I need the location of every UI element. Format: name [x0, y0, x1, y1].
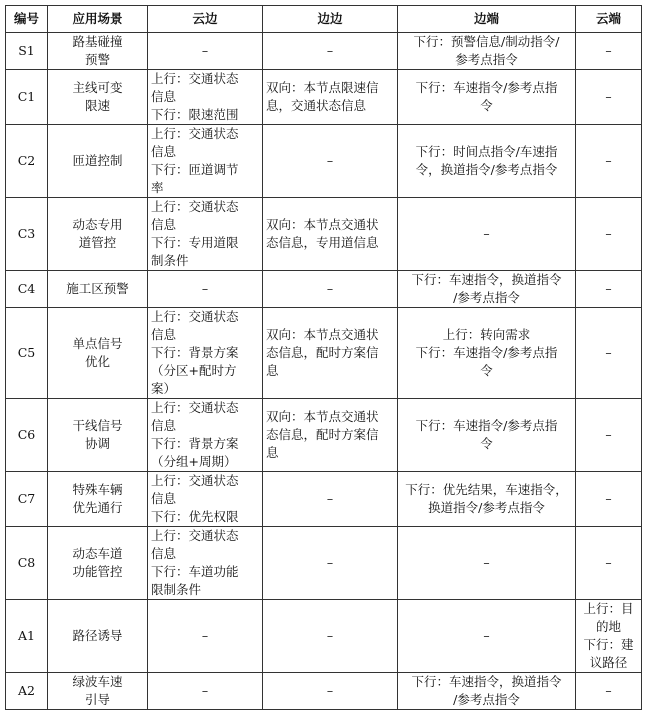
- cell-line: 信息: [151, 418, 177, 433]
- cell-line: 信息: [151, 491, 177, 506]
- cell-edge-edge: [263, 125, 398, 198]
- cell-edge-edge: [263, 198, 398, 271]
- cell-line: –: [605, 226, 612, 241]
- cell-line: 率: [151, 180, 164, 195]
- cell-line: 令: [480, 98, 493, 113]
- header-edge-edge: 边边: [263, 6, 398, 33]
- cell-line: 态信息，专用道信息: [266, 235, 379, 250]
- cell-id: C2: [6, 125, 48, 198]
- cell-scene: [48, 673, 148, 710]
- cell-line: 协调: [84, 436, 110, 451]
- cell-line: 息: [266, 363, 279, 378]
- cell-cloud-edge: [148, 33, 263, 70]
- cell-edge-end: [398, 271, 576, 308]
- table-row: [6, 600, 642, 673]
- cell-line: 双向：本节点交通状: [266, 327, 379, 342]
- cell-scene: [48, 198, 148, 271]
- cell-line: 主线可变: [72, 80, 123, 95]
- cell-line: –: [605, 153, 612, 168]
- cell-line: 上行：转向需求: [442, 327, 531, 342]
- cell-line: –: [326, 555, 334, 570]
- cell-line: 下行：优先结果，车速指令，: [405, 482, 568, 497]
- cell-line: /参考点指令: [453, 290, 520, 305]
- cell-line: 上行：交通状态: [151, 126, 239, 141]
- cell-scene: [48, 399, 148, 472]
- cell-line: –: [326, 683, 334, 698]
- cell-cloud-edge: [148, 673, 263, 710]
- table-row: [6, 399, 642, 472]
- cell-cloud-end: [576, 33, 642, 70]
- cell-id: C8: [6, 527, 48, 600]
- cell-line: 下行：车速指令/参考点指: [415, 418, 558, 433]
- cell-cloud-edge: [148, 308, 263, 399]
- cell-line: 动态专用: [72, 217, 123, 232]
- cell-scene: [48, 33, 148, 70]
- cell-id: C7: [6, 472, 48, 527]
- cell-edge-end: [398, 70, 576, 125]
- cell-line: 的地: [595, 619, 621, 634]
- cell-line: 道管控: [78, 235, 117, 250]
- cell-line: 限速: [84, 98, 110, 113]
- cell-id: A1: [6, 600, 48, 673]
- cell-edge-end: [398, 527, 576, 600]
- cell-edge-end: [398, 308, 576, 399]
- cell-line: 参考点指令: [455, 52, 518, 67]
- cell-cloud-edge: [148, 125, 263, 198]
- cell-cloud-end: [576, 70, 642, 125]
- cell-scene: [48, 472, 148, 527]
- cell-line: –: [483, 555, 490, 570]
- cell-line: 案）: [151, 381, 177, 396]
- cell-cloud-edge: [148, 600, 263, 673]
- cell-cloud-edge: [148, 271, 263, 308]
- cell-line: –: [605, 491, 612, 506]
- cell-line: –: [326, 153, 334, 168]
- cell-line: 双向：本节点限速信: [266, 80, 379, 95]
- cell-line: 换道指令/参考点指令: [428, 500, 545, 515]
- cell-line: –: [326, 281, 334, 296]
- cell-line: 下行：预警信息/制动指令/: [413, 34, 560, 49]
- cell-line: 息，交通状态信息: [266, 98, 367, 113]
- cell-line: 下行：限速范围: [151, 107, 239, 122]
- table-row: [6, 125, 642, 198]
- cell-line: 信息: [151, 89, 177, 104]
- cell-line: –: [605, 345, 612, 360]
- cell-edge-edge: [263, 308, 398, 399]
- cell-cloud-end: [576, 399, 642, 472]
- cell-line: –: [605, 89, 612, 104]
- cell-cloud-edge: [148, 399, 263, 472]
- cell-line: 下行：背景方案: [151, 436, 239, 451]
- cell-cloud-edge: [148, 472, 263, 527]
- cell-line: 下行：车速指令/参考点指: [415, 80, 558, 95]
- cell-line: 上行：目: [583, 601, 634, 616]
- cell-line: 令: [480, 436, 493, 451]
- cell-line: 优化: [84, 354, 110, 369]
- cell-id: S1: [6, 33, 48, 70]
- cell-edge-end: [398, 399, 576, 472]
- cell-id: C3: [6, 198, 48, 271]
- cell-cloud-edge: [148, 527, 263, 600]
- cell-scene: [48, 70, 148, 125]
- cell-line: 息: [266, 445, 279, 460]
- cell-line: 路径诱导: [72, 628, 123, 643]
- cell-edge-end: [398, 33, 576, 70]
- cell-cloud-end: [576, 271, 642, 308]
- cell-line: 上行：交通状态: [151, 400, 239, 415]
- cell-line: 上行：交通状态: [151, 71, 239, 86]
- cell-edge-end: [398, 125, 576, 198]
- cell-line: （分区+配时方: [151, 363, 237, 378]
- header-id: 编号: [6, 6, 48, 33]
- cell-line: 下行：背景方案: [151, 345, 239, 360]
- cell-line: 双向：本节点交通状: [266, 217, 379, 232]
- cell-edge-edge: [263, 673, 398, 710]
- cell-edge-edge: [263, 472, 398, 527]
- cell-id: A2: [6, 673, 48, 710]
- cell-edge-edge: [263, 33, 398, 70]
- cell-line: 引导: [84, 692, 110, 707]
- cell-line: 下行：时间点指令/车速指: [415, 144, 558, 159]
- cell-line: 制条件: [151, 253, 189, 268]
- cell-line: 信息: [151, 327, 177, 342]
- cell-line: 下行：车速指令，换道指令: [411, 272, 562, 287]
- cell-cloud-end: [576, 600, 642, 673]
- cell-edge-end: [398, 600, 576, 673]
- cell-line: （分组+周期）: [151, 454, 237, 469]
- cell-scene: [48, 125, 148, 198]
- cell-line: –: [201, 43, 209, 58]
- cell-line: 上行：交通状态: [151, 528, 239, 543]
- cell-line: 动态车道: [72, 546, 123, 561]
- cell-line: –: [605, 43, 612, 58]
- cell-line: 信息: [151, 144, 177, 159]
- cell-cloud-edge: [148, 70, 263, 125]
- cell-line: 路基碰撞: [72, 34, 123, 49]
- table-row: [6, 198, 642, 271]
- table-row: [6, 308, 642, 399]
- cell-line: 信息: [151, 217, 177, 232]
- cell-scene: [48, 271, 148, 308]
- header-scene: 应用场景: [48, 6, 148, 33]
- cell-line: –: [201, 281, 209, 296]
- cell-scene: [48, 527, 148, 600]
- cell-cloud-end: [576, 527, 642, 600]
- cell-cloud-end: [576, 308, 642, 399]
- cell-line: –: [201, 628, 209, 643]
- cell-edge-end: [398, 472, 576, 527]
- cell-cloud-end: [576, 673, 642, 710]
- cell-line: 下行：优先权限: [151, 509, 239, 524]
- cell-line: 单点信号: [72, 336, 123, 351]
- cell-id: C5: [6, 308, 48, 399]
- cell-line: 下行：车速指令/参考点指: [415, 345, 558, 360]
- cell-line: 上行：交通状态: [151, 309, 239, 324]
- cell-line: 优先通行: [72, 500, 123, 515]
- cell-line: 下行：匝道调节: [151, 162, 239, 177]
- cell-line: 限制条件: [151, 582, 202, 597]
- cell-cloud-end: [576, 198, 642, 271]
- scenario-table: [5, 5, 642, 710]
- header-cloud-edge: 云边: [148, 6, 263, 33]
- cell-edge-edge: [263, 527, 398, 600]
- cell-line: 态信息，配时方案信: [266, 345, 379, 360]
- table-row: [6, 271, 642, 308]
- cell-line: 施工区预警: [66, 281, 129, 296]
- cell-line: –: [483, 226, 490, 241]
- cell-line: 预警: [84, 52, 110, 67]
- cell-line: –: [605, 427, 612, 442]
- table-row: [6, 673, 642, 710]
- cell-id: C4: [6, 271, 48, 308]
- cell-line: 干线信号: [72, 418, 123, 433]
- cell-line: 下行：专用道限: [151, 235, 239, 250]
- cell-line: –: [605, 683, 612, 698]
- cell-line: 态信息，配时方案信: [266, 427, 379, 442]
- cell-cloud-edge: [148, 198, 263, 271]
- cell-line: –: [605, 555, 612, 570]
- cell-line: –: [326, 491, 334, 506]
- cell-line: 议路径: [589, 655, 628, 670]
- cell-edge-end: [398, 673, 576, 710]
- cell-line: –: [483, 628, 490, 643]
- cell-edge-edge: [263, 271, 398, 308]
- cell-edge-edge: [263, 600, 398, 673]
- cell-scene: [48, 308, 148, 399]
- table-header-row: [6, 6, 642, 33]
- cell-line: 功能管控: [72, 564, 123, 579]
- cell-id: C6: [6, 399, 48, 472]
- cell-scene: [48, 600, 148, 673]
- cell-cloud-end: [576, 472, 642, 527]
- cell-edge-edge: [263, 399, 398, 472]
- cell-line: –: [326, 628, 334, 643]
- cell-line: 令: [480, 363, 493, 378]
- cell-line: 下行：车速指令，换道指令: [411, 674, 562, 689]
- cell-cloud-end: [576, 125, 642, 198]
- cell-line: –: [605, 281, 612, 296]
- cell-line: 信息: [151, 546, 177, 561]
- cell-line: 特殊车辆: [72, 482, 123, 497]
- cell-line: /参考点指令: [453, 692, 520, 707]
- cell-line: 上行：交通状态: [151, 199, 239, 214]
- cell-id: C1: [6, 70, 48, 125]
- cell-line: 绿波车速: [72, 674, 123, 689]
- cell-line: –: [326, 43, 334, 58]
- table-row: [6, 472, 642, 527]
- cell-line: 令，换道指令/参考点指令: [415, 162, 558, 177]
- cell-line: –: [201, 683, 209, 698]
- cell-edge-end: [398, 198, 576, 271]
- cell-line: 上行：交通状态: [151, 473, 239, 488]
- table-row: [6, 70, 642, 125]
- table-row: [6, 527, 642, 600]
- cell-line: 双向：本节点交通状: [266, 409, 379, 424]
- cell-line: 下行：建: [583, 637, 634, 652]
- cell-line: 匝道控制: [72, 153, 123, 168]
- header-cloud-end: 云端: [576, 6, 642, 33]
- cell-line: 下行：车道功能: [151, 564, 239, 579]
- cell-edge-edge: [263, 70, 398, 125]
- header-edge-end: 边端: [398, 6, 576, 33]
- table-row: [6, 33, 642, 70]
